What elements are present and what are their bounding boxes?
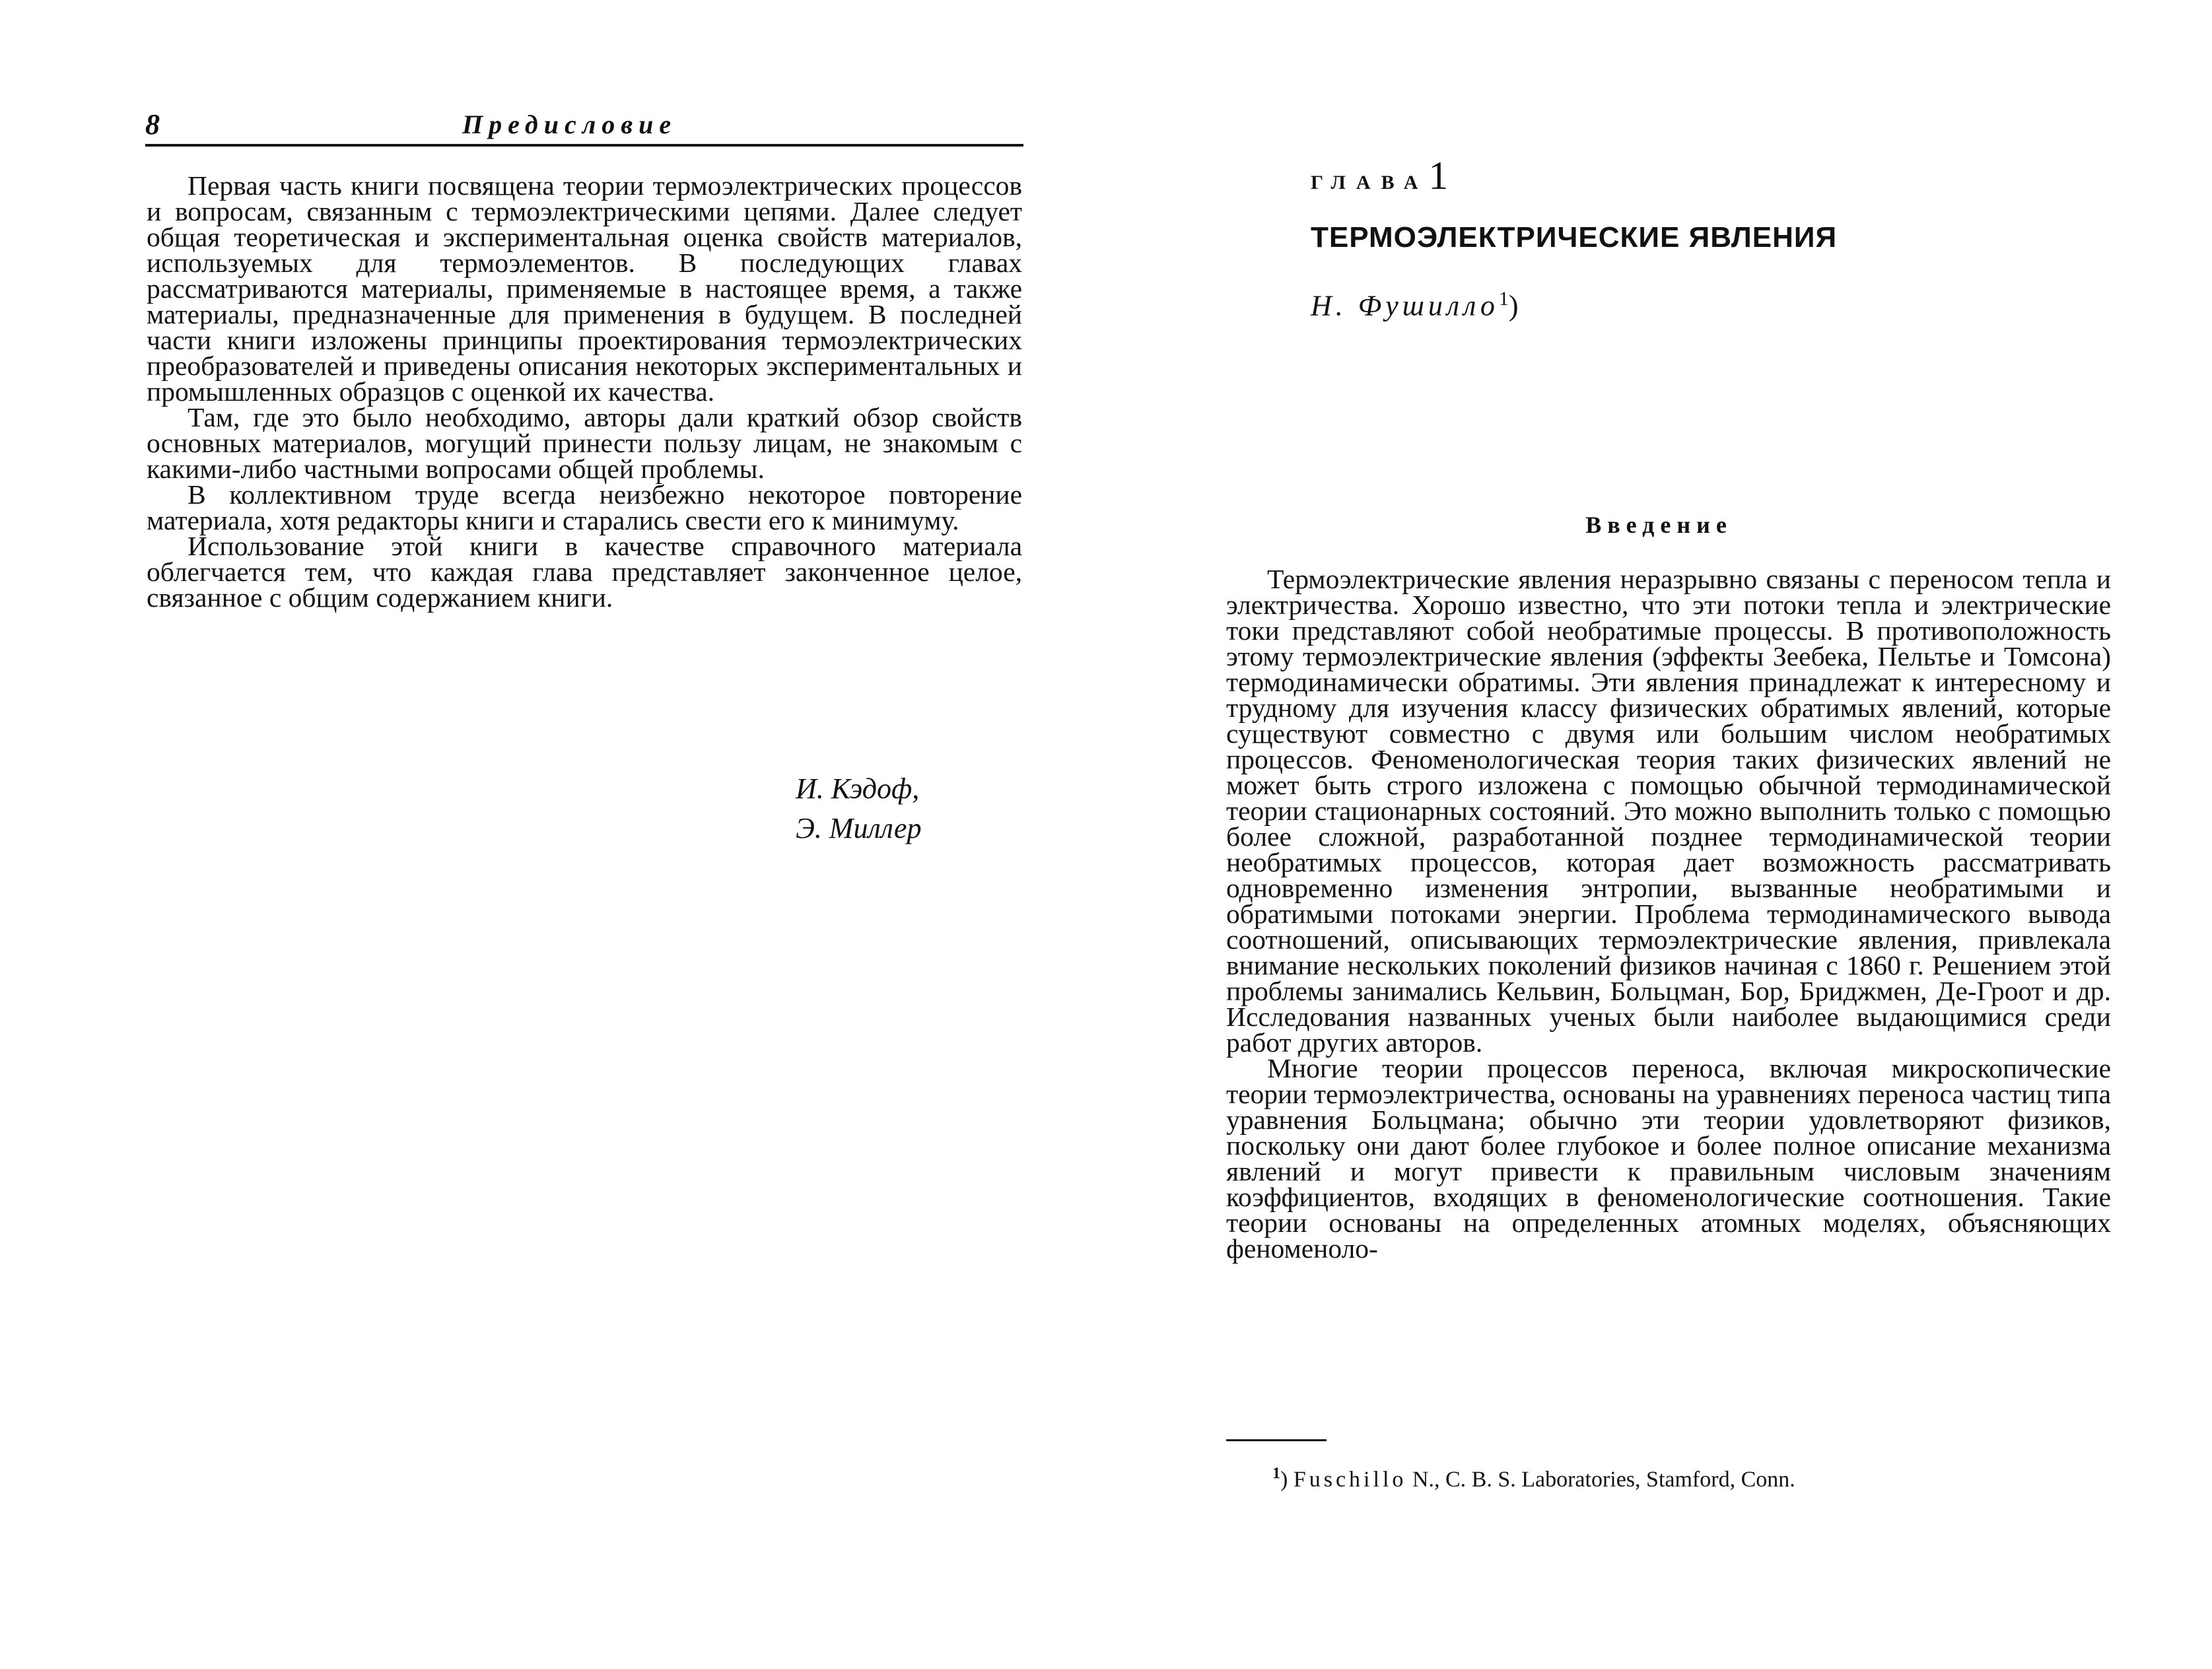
author-footnote-paren: ) [1508, 289, 1519, 322]
footnote-mark: 1 [1272, 1465, 1280, 1482]
footnote-rule [1226, 1439, 1327, 1441]
chapter-author [1311, 288, 1518, 323]
chapter-number: 1 [1428, 154, 1449, 197]
footnote-affiliation: N., C. B. S. Laboratories, Stamford, Conn. [1412, 1467, 1795, 1492]
signature-editor-2: Э. Миллер [796, 812, 922, 844]
preface-paragraph: Первая часть книги посвящена теории термоэлектрических процессов и вопросам, связанным с термоэлектрическими цепями. Далее следует общая теоретическая и экспериментальная оценка свойств материалов, используемых для термоэлементов. В последующих главах рассматриваются материалы, применяемые в настоящее время, а также материалы, предназначенные для применения в будущем. В последней части книги изложены принципы проектирования термоэлектрических преобразователей и приведены описания некоторых экспериментальных и промышленных образцов с оценкой их качества. [147, 170, 1022, 407]
running-title: Предисловие [462, 110, 677, 139]
footnote-author-name: Fuschillo [1293, 1467, 1407, 1492]
right-page [1106, 0, 2212, 1669]
preface-paragraph: В коллективном труде всегда неизбежно некоторое повторение материала, хотя редакторы книги и старались свести его к минимуму. [147, 479, 1022, 535]
chapter-word: ГЛАВА [1311, 172, 1429, 193]
chapter-paragraph: Термоэлектрические явления неразрывно связаны с переносом тепла и электричества. Хорошо известно, что эти потоки тепла и электрические токи представляют собой необратимые процессы. В противоположность этому термоэлектрические явления (эффекты Зеебека, Пельтье и Томсона) термодинамически обратимы. Эти явления принадлежат к интересному и трудному для изучения классу физических обратимых явлений, которые существуют совместно с двумя или большим числом необратимых процессов. Феноменологическая теория таких физических явлений не может быть строго изложена с помощью обычной термодинамической теории стационарных состояний. Это можно выполнить только с помощью более сложной, разработанной позднее термодинамической теории необратимых процессов, которая дает возможность рассматривать одновременно изменения энтропии, вызванные необратимыми и обратимыми потоками энергии. Проблема термодинамического вывода соотношений, описывающих термоэлектрические явления, привлекала внимание нескольких поколений физиков начиная с 1860 г. Решением этой проблемы занимались Кельвин, Больцман, Бор, Бриджмен, Де-Гроот и др. Исследования названных ученых были наиболее выдающимися среди работ других авторов. [1226, 564, 2111, 1058]
chapter-title: ТЕРМОЭЛЕКТРИЧЕСКИЕ ЯВЛЕНИЯ [1311, 221, 1838, 254]
preface-paragraph: Использование этой книги в качестве справочного материала облегчается тем, что каждая глава представляет законченное целое, связанное с общим содержанием книги. [147, 531, 1022, 613]
running-head [145, 106, 1023, 147]
preface-text [147, 170, 1022, 613]
section-title: Введение [1585, 512, 1733, 538]
chapter-paragraph: Многие теории процессов переноса, включая микроскопические теории термоэлектричества, основаны на уравнениях переноса частиц типа уравнения Больцмана; обычно эти теории удовлетворяют физиков, поскольку они дают более глубокое и более полное описание механизма явлений и могут привести к правильным числовым значениям коэффициентов, входящих в феноменологические соотношения. Такие теории основаны на определенных атомных моделях, объясняющих феноменоло- [1226, 1053, 2111, 1264]
preface-paragraph: Там, где это было необходимо, авторы дали краткий обзор свойств основных материалов, могущий принести пользу лицам, не знакомым с какими-либо частными вопросами общей проблемы. [147, 402, 1022, 484]
footnote [1272, 1460, 1795, 1493]
chapter-text [1226, 566, 2111, 1262]
footnote-mark-paren: ) [1280, 1467, 1288, 1492]
signature-editor-1: И. Кэдоф, [796, 772, 920, 805]
chapter-label [1311, 153, 1448, 199]
page-number: 8 [145, 108, 160, 141]
author-footnote-mark: 1 [1498, 288, 1509, 310]
author-name: Н. Фушилло [1311, 289, 1499, 322]
